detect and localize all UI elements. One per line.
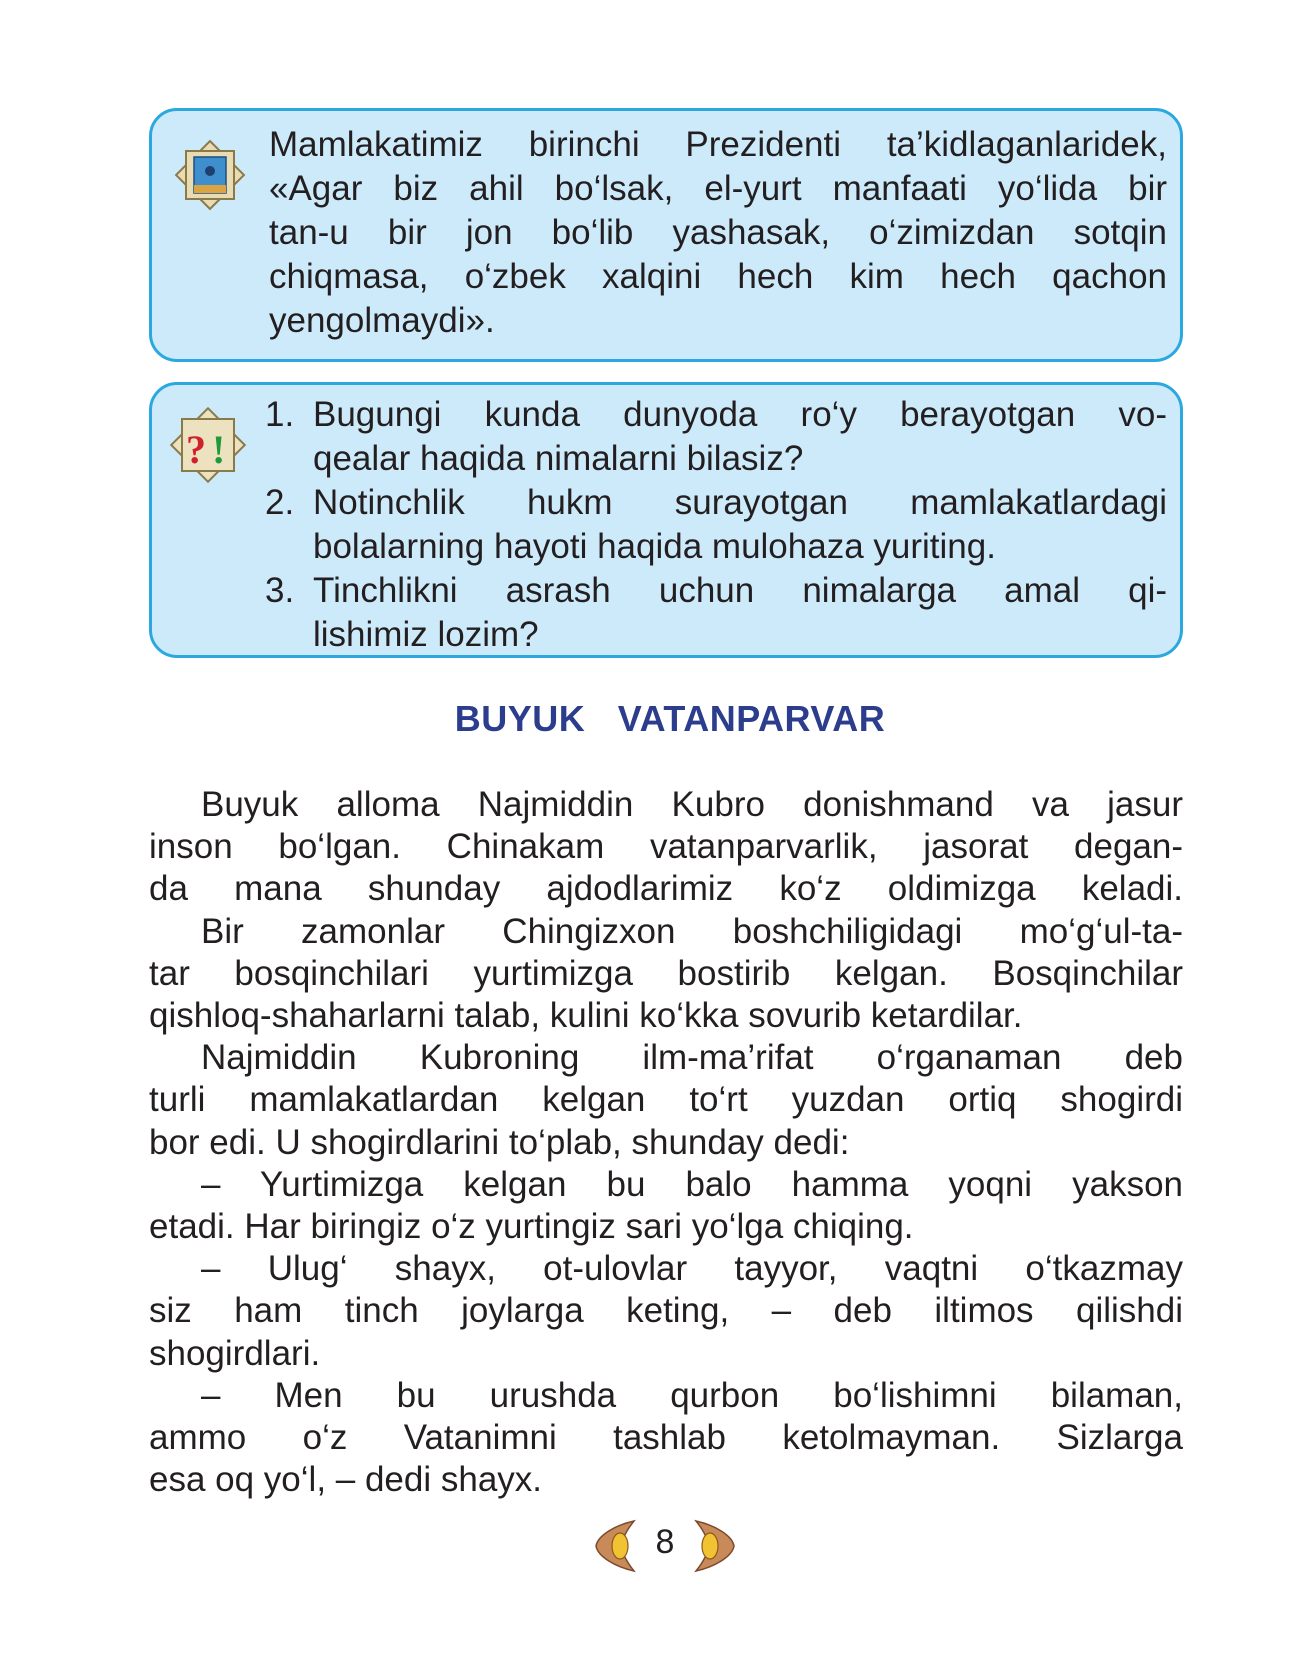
story-line: Najmiddin Kubroning ilm-ma’rifat o‘rganaman deb: [201, 1038, 1183, 1078]
question-line: bolalarning hayoti haqida mulohaza yuriting.: [313, 527, 996, 566]
question-item: [265, 393, 1167, 481]
story-line: Bir zamonlar Chingizxon boshchiligidagi mo‘g‘ul-ta-: [201, 911, 1183, 951]
story-text: [149, 784, 1183, 1501]
svg-text:!: !: [212, 427, 226, 472]
story-line: bor edi. U shogirdlarini to‘plab, shunday dedi:: [149, 1122, 850, 1162]
story-line: – Yurtimizga kelgan bu balo hamma yoqni yakson: [201, 1164, 1183, 1204]
story-line: da mana shunday ajdodlarimiz ko‘z oldimizga keladi.: [149, 869, 1183, 909]
question-number: 1.: [265, 395, 295, 434]
question-exclamation-icon: [162, 399, 254, 491]
story-line: – Ulug‘ shayx, ot-ulovlar tayyor, vaqtni o‘tkazmay: [201, 1249, 1183, 1289]
question-line: qealar haqida nimalarni bilasiz?: [313, 439, 804, 478]
questions-box: [149, 382, 1183, 658]
questions-list: [265, 393, 1167, 657]
quote-line: «Agar biz ahil bo‘lsak, el-yurt manfaati yo‘lida bir: [269, 169, 1167, 208]
quote-line: chiqmasa, o‘zbek xalqini hech kim hech qachon: [269, 257, 1167, 296]
story-line: qishloq-shaharlarni talab, kulini ko‘kka sovurib ketardilar.: [149, 996, 1023, 1036]
story-line: tar bosqinchilari yurtimizga bostirib kelgan. Bosqinchilar: [149, 953, 1183, 993]
quote-text: [269, 123, 1167, 343]
story-line: Buyuk alloma Najmiddin Kubro donishmand va jasur: [201, 785, 1183, 824]
question-number: 3.: [265, 571, 295, 610]
quote-box: [149, 108, 1183, 362]
story-line: inson bo‘lgan. Chinakam vatanparvarlik, jasorat degan-: [149, 827, 1183, 867]
quote-line: yengolmaydi».: [269, 301, 495, 340]
book-emblem-icon: [164, 129, 256, 221]
question-item: [265, 569, 1167, 657]
story-line: esa oq yo‘l, – dedi shayx.: [149, 1460, 543, 1500]
question-line: Notinchlik hukm surayotgan mamlakatlardagi: [313, 483, 1167, 522]
story-line: – Men bu urushda qurbon bo‘lishimni bilaman,: [201, 1375, 1183, 1415]
question-line: Bugungi kunda dunyoda ro‘y berayotgan vo-: [313, 395, 1167, 434]
page-number: 8: [655, 1523, 675, 1561]
question-number: 2.: [265, 483, 295, 522]
story-line: ammo o‘z Vatanimni tashlab ketolmayman. Sizlarga: [149, 1418, 1183, 1458]
story-line: siz ham tinch joylarga keting, – deb iltimos qilishdi: [149, 1291, 1183, 1331]
quote-line: tan-u bir jon bo‘lib yashasak, o‘zimizdan sotqin: [269, 213, 1167, 252]
story-line: shogirdlari.: [149, 1333, 321, 1373]
page-number-block: [590, 1517, 740, 1577]
quote-line: Mamlakatimiz birinchi Prezidenti ta’kidlaganlaridek,: [269, 125, 1167, 164]
story-line: etadi. Har biringiz o‘z yurtingiz sari yo‘lga chiqing.: [149, 1207, 914, 1247]
question-line: lishimiz lozim?: [313, 615, 539, 654]
question-item: [265, 481, 1167, 569]
right-ornament-icon: [692, 1517, 740, 1575]
question-line: Tinchlikni asrash uchun nimalarga amal qi-: [313, 571, 1167, 610]
story-line: turli mamlakatlardan kelgan to‘rt yuzdan ortiq shogirdi: [149, 1080, 1183, 1120]
svg-text:?: ?: [186, 427, 206, 472]
section-title: BUYUK VATANPARVAR: [454, 698, 886, 739]
